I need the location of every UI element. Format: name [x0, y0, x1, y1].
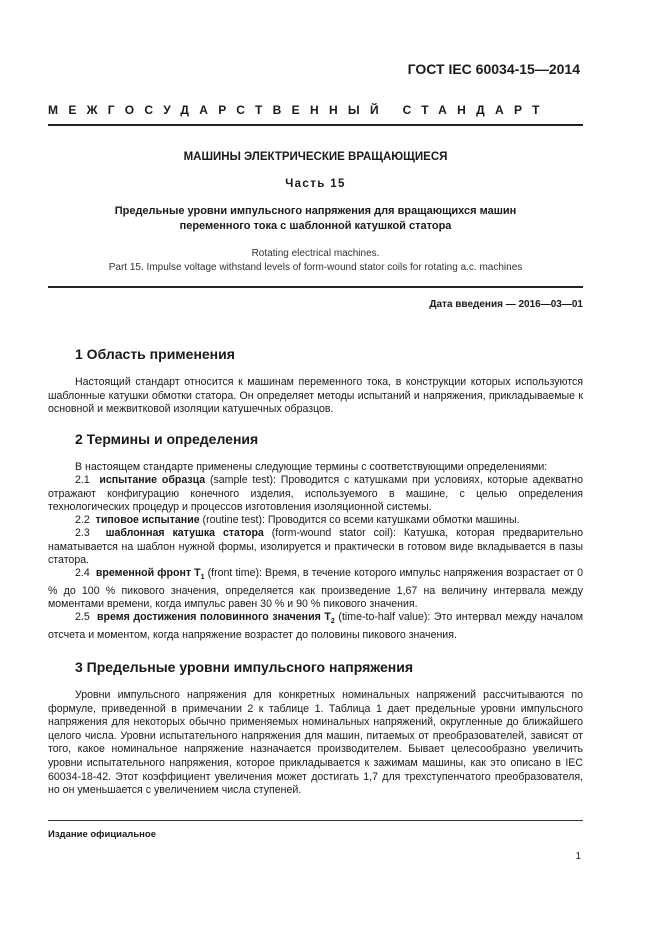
term-number: 2.3	[75, 527, 90, 540]
term-text: (routine test): Проводится со всеми катушками обмотки машины.	[199, 514, 520, 527]
title-rule	[48, 286, 583, 288]
term-text: (sample test): Проводится с катушками при условиях, которые адекватно отражают конфигурацию конечного изделия, используемого в машине, с целью определения технологических процедур и процессов изготовления изоляционной системы.	[48, 474, 584, 513]
term-number: 2.5	[75, 611, 90, 624]
paragraph: В настоящем стандарте применены следующие термины с соответствующими определениями:	[75, 461, 548, 473]
term-text: (form-wound stator coil): Катушка, которая предварительно наматывается на шаблон нужной формы, изолируется и практически в готовом виде вкладывается в пазы статора.	[48, 527, 583, 567]
term-definition	[48, 527, 583, 567]
banner-rule	[48, 124, 583, 126]
subtitle-line: переменного тока с шаблонной катушкой статора	[179, 220, 452, 232]
footer-rule	[48, 820, 583, 821]
paragraph: Уровни импульсного напряжения для конкретных номинальных напряжений рассчитываются по формуле, приведенной в примечании 2 к таблице 1. Таблица 1 дает предельные уровни импульсного напряжения для некоторых обычно применяемых номинальных напряжений, округленные до ближайшего целого числа. Уровни испытательного напряжения для машин, питаемых от преобразователей, зависят от того, какое номинальное напряжение назначается производителем. Бывает целесообразно увеличить уровни испытательного напряжения, которое прикладывается к зажимам машины, как это описано в IEC 60034-18-42. Этот коэффициент увеличения может достигать 1,7 для трехступенчатого преобразователя, но он уменьшается с увеличением числа ступеней.	[48, 689, 583, 797]
standard-subtitle	[48, 204, 583, 234]
part-label: Часть 15	[285, 178, 346, 190]
page-number: 1	[575, 851, 581, 862]
english-title-line: Rotating electrical machines.	[251, 248, 380, 259]
introduction-date: Дата введения — 2016—03—01	[429, 299, 583, 310]
term-definition	[48, 514, 583, 527]
term-name: время достижения половинного значения T	[97, 611, 331, 624]
term-name: типовое испытание	[95, 514, 200, 527]
term-number: 2.4	[75, 567, 90, 580]
english-title	[48, 247, 583, 275]
subtitle-line: Предельные уровни импульсного напряжения для вращающихся машин	[114, 205, 517, 217]
official-edition-label: Издание официальное	[48, 829, 156, 840]
term-text: (time-to-half value): Это интервал между началом отсчета и моментом, когда напряжение возрастет до половины пикового значения.	[48, 611, 584, 641]
term-number: 2.1	[75, 474, 90, 487]
section-scope-body	[48, 376, 583, 417]
term-definition	[48, 611, 583, 642]
document-code: ГОСТ IEC 60034-15—2014	[407, 61, 580, 77]
section-heading-terms: 2 Термины и определения	[75, 431, 259, 447]
interstate-standard-banner: МЕЖГОСУДАРСТВЕННЫЙ СТАНДАРТ	[48, 103, 550, 117]
section-heading-scope: 1 Область применения	[75, 346, 235, 362]
term-subscript: 2	[330, 618, 335, 626]
term-name: шаблонная катушка статора	[105, 527, 264, 540]
paragraph: Настоящий стандарт относится к машинам переменного тока, в конструкции которых используются шаблонные катушки обмотки статора. Он определяет методы испытаний и напряжения, прикладываемые к основной и межвитковой изоляции катушечных образцов.	[48, 376, 583, 416]
term-definition	[48, 567, 583, 611]
section-heading-impulse-levels: 3 Предельные уровни импульсного напряжения	[75, 659, 413, 675]
term-name: испытание образца	[99, 474, 206, 487]
standard-title: МАШИНЫ ЭЛЕКТРИЧЕСКИЕ ВРАЩАЮЩИЕСЯ	[183, 151, 448, 163]
section-terms-body	[48, 461, 583, 642]
term-text: (front time): Время, в течение которого импульс напряжения возрастает от 0 % до 100 % пикового значения, определяется как произведение 1,67 на величину интервала между моментами времени, когда импульс равен 30 % и 90 % пикового значения.	[48, 567, 583, 611]
term-definition	[48, 474, 583, 514]
term-number: 2.2	[75, 514, 90, 527]
section-impulse-body	[48, 689, 583, 798]
term-name: временной фронт T	[95, 567, 201, 580]
english-title-line: Part 15. Impulse voltage withstand levels of form-wound stator coils for rotating a.c. machines	[108, 262, 523, 273]
term-subscript: 1	[200, 574, 205, 582]
